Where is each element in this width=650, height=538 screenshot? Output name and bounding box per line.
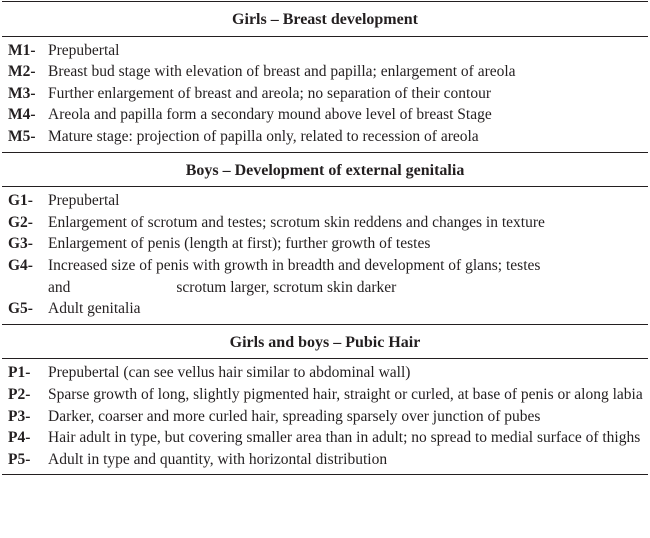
stage-description: Areola and papilla form a secondary mound above level of breast Stage: [48, 106, 492, 124]
table-row: [2, 233, 648, 255]
stage-code: P2-: [8, 385, 31, 403]
stage-description: Sparse growth of long, slightly pigmented hair, straight or curled, at base of penis or along labia: [48, 385, 643, 403]
section-heading-breast: Girls – Breast development: [232, 11, 418, 28]
stage-description: Enlargement of scrotum and testes; scrotum skin reddens and changes in texture: [48, 213, 545, 231]
stage-description: Breast bud stage with elevation of breast and papilla; enlargement of areola: [48, 63, 516, 81]
stage-description: Adult in type and quantity, with horizontal distribution: [48, 450, 388, 468]
stage-description: Hair adult in type, but covering smaller area than in adult; no spread to medial surface of thighs: [48, 429, 641, 447]
stage-code: M5-: [8, 127, 36, 145]
stage-description: Prepubertal (can see vellus hair similar to abdominal wall): [48, 364, 411, 382]
section-pubic-hair: [2, 359, 648, 474]
section-genitalia: [2, 187, 648, 324]
table-bottom-rule: [2, 474, 648, 475]
table-row: [2, 40, 648, 62]
stage-code: G5-: [8, 300, 33, 318]
table-row: [2, 61, 648, 83]
table-row: [2, 406, 648, 428]
table-row: [2, 104, 648, 126]
stage-description: Further enlargement of breast and areola; no separation of their contour: [48, 84, 492, 102]
stage-description: [48, 255, 648, 298]
stage-code: P5-: [8, 450, 31, 468]
table-row: [2, 83, 648, 105]
stage-code: P3-: [8, 407, 31, 425]
stage-code: P1-: [8, 364, 31, 382]
stage-code: P4-: [8, 429, 31, 447]
stage-description: Mature stage: projection of papilla only, related to recession of areola: [48, 127, 479, 145]
stage-description: Prepubertal: [48, 41, 120, 59]
stage-description-line1: Increased size of penis with growth in breadth and development of glans; testes: [48, 256, 541, 274]
stage-code: M2-: [8, 63, 36, 81]
stage-code: M1-: [8, 41, 36, 59]
table-row: [2, 362, 648, 384]
stage-description-line2b: scrotum larger, scrotum skin darker: [176, 278, 397, 296]
stage-code: M4-: [8, 106, 36, 124]
stage-description: Adult genitalia: [48, 300, 141, 318]
table-row: [2, 427, 648, 449]
table-row: [2, 126, 648, 148]
tanner-stages-table: [2, 1, 648, 475]
stage-description: Prepubertal: [48, 192, 120, 210]
stage-code: M3-: [8, 84, 36, 102]
stage-code: G2-: [8, 213, 33, 231]
stage-description: Darker, coarser and more curled hair, spreading sparsely over junction of pubes: [48, 407, 541, 425]
section-heading-genitalia: Boys – Development of external genitalia: [185, 161, 465, 179]
section-heading-pubic-hair: Girls and boys – Pubic Hair: [229, 333, 421, 351]
table-row: [2, 384, 648, 406]
stage-code: G3-: [8, 235, 33, 253]
stage-code: G4-: [8, 256, 33, 274]
table-row: [2, 298, 648, 320]
section-breast: [2, 37, 648, 152]
stage-code: G1-: [8, 192, 33, 210]
stage-description-line2a: and: [48, 278, 71, 296]
table-row: [2, 255, 648, 298]
table-row: [2, 212, 648, 234]
table-row: [2, 449, 648, 471]
table-row: [2, 190, 648, 212]
stage-description: Enlargement of penis (length at first); further growth of testes: [48, 235, 431, 253]
